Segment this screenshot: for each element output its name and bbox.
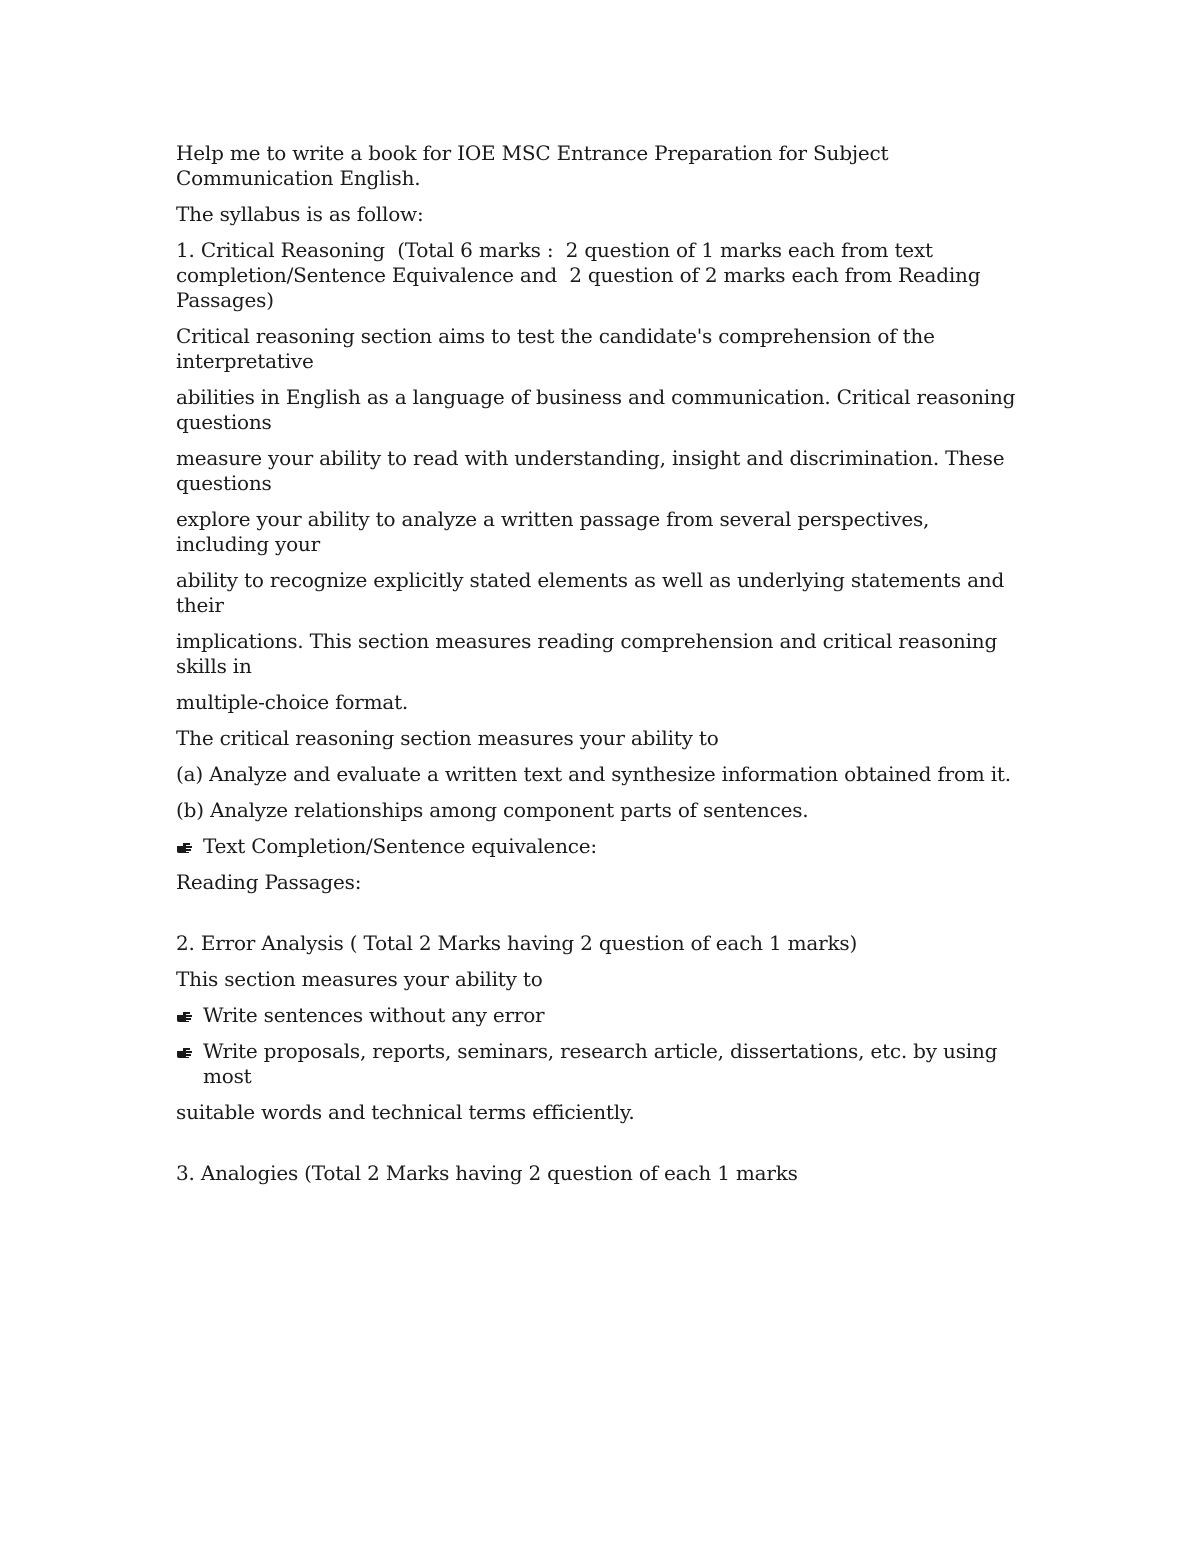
section-2-continuation: suitable words and technical terms efficiently. xyxy=(176,1100,635,1124)
section-2-heading: 2. Error Analysis ( Total 2 Marks having 2 question of each 1 marks) xyxy=(176,931,858,955)
section-1-line: abilities in English as a language of business and communication. Critical reasoning questions xyxy=(176,385,1022,434)
syllabus-intro: The syllabus is as follow: xyxy=(176,202,424,226)
pointing-hand-icon xyxy=(176,1045,194,1059)
section-1-line: multiple-choice format. xyxy=(176,690,409,714)
blank-line xyxy=(176,906,1026,931)
section-1-line: (a) Analyze and evaluate a written text and synthesize information obtained from it. xyxy=(176,762,1011,786)
section-1-line: (b) Analyze relationships among component parts of sentences. xyxy=(176,798,809,822)
bullet-text: Write proposals, reports, seminars, research article, dissertations, etc. by using most xyxy=(203,1039,998,1088)
reading-passages-label: Reading Passages: xyxy=(176,870,362,894)
bullet-text: Text Completion/Sentence equivalence: xyxy=(203,834,597,858)
section-1-bullet xyxy=(176,834,1026,859)
section-1-line: ability to recognize explicitly stated elements as well as underlying statements and their xyxy=(176,568,1011,617)
bullet-text: Write sentences without any error xyxy=(203,1003,545,1027)
section-2-intro: This section measures your ability to xyxy=(176,967,543,991)
section-1-line: implications. This section measures reading comprehension and critical reasoning skills in xyxy=(176,629,1004,678)
section-1-line: The critical reasoning section measures your ability to xyxy=(176,726,719,750)
section-3-heading: 3. Analogies (Total 2 Marks having 2 question of each 1 marks xyxy=(176,1161,798,1185)
section-1-line: measure your ability to read with understanding, insight and discrimination. These questions xyxy=(176,446,1011,495)
document-body xyxy=(176,141,1026,1197)
intro-paragraph: Help me to write a book for IOE MSC Entrance Preparation for Subject Communication English. xyxy=(176,141,895,190)
section-1-heading: 1. Critical Reasoning (Total 6 marks : 2 question of 1 marks each from text completion/Sentence Equivalence and 2 question of 2 marks each from Reading Passages) xyxy=(176,238,987,312)
pointing-hand-icon xyxy=(176,840,194,854)
section-2-bullet xyxy=(176,1003,1026,1028)
blank-line xyxy=(176,1136,1026,1161)
section-1-line: explore your ability to analyze a written passage from several perspectives, including your xyxy=(176,507,936,556)
section-2-bullet xyxy=(176,1039,1026,1089)
section-1-line: Critical reasoning section aims to test the candidate's comprehension of the interpretative xyxy=(176,324,941,373)
pointing-hand-icon xyxy=(176,1009,194,1023)
